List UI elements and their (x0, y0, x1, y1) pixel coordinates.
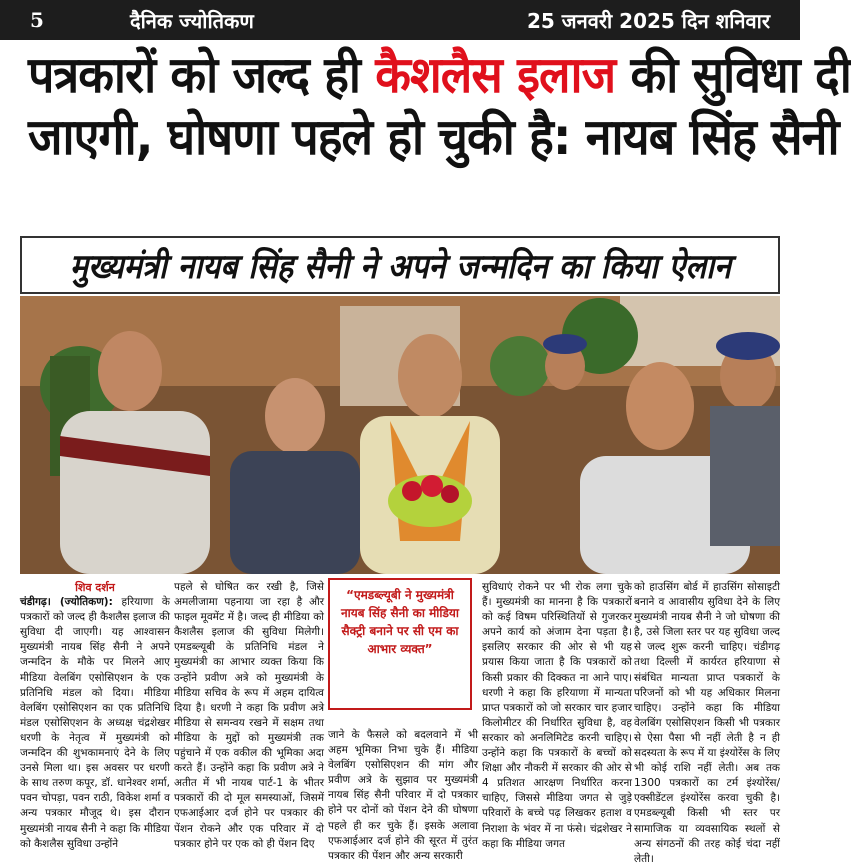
article-column-2 (174, 580, 324, 855)
group-photo-illustration (20, 296, 780, 574)
news-photo (20, 296, 780, 574)
headline-line-2: जाएगी, घोषणा पहले हो चुकी है: नायब सिंह सैनी (28, 108, 839, 166)
column-5-text: को हाउसिंग बोर्ड में हाउसिंग सोसाइटी बनाने व आवासीय सुविधा देने के लिए मुख्यमंत्री नायब सैनी ने जो घोषणा की है, उसे जिला स्तर पर यह सुविधा जल्द से जल्द शुरू करनी चाहिए। चंडीगढ़ तथा दिल्ली में कार्यरत हरियाणा से संबंधित मान्यता प्राप्त पत्रकारों के परिजनों को भी यह अधिकार मिलना चाहिए। उन्होंने कहा कि मीडिया वेलबिंग एसोसिएशन किसी भी पत्रकार से ऐसा पैसा भी नहीं लेती है न ही सदस्यता के रूप में या इंश्योरेंस के लिए भी कोई राशि नहीं लेती। अब तक 1300 पत्रकारों का टर्म इंश्योरेंस/एक्सीडेंटल इंश्योरेंस करवा चुकी है। एमडब्ल्यूबी किसी भी स्तर पर सामाजिक या व्यवसायिक स्थलों से अन्य संगठनों की तरह कोई चंदा नहीं लेती। (634, 581, 780, 865)
article-column-5 (634, 580, 780, 865)
page-number: 5 (30, 8, 44, 32)
masthead-bar (0, 0, 800, 40)
column-4-text: सुविधाएं रोकने पर भी रोक लगा चुके हैं। मुख्यमंत्री का मानना है कि पत्रकारों को कई विषम परिस्थितियों से गुजरकर अपने कार्य को अंजाम देना पड़ता है। इसलिए सरकार की ओर से भी यह प्रयास किया जाता है कि पत्रकारों को किसी प्रकार की दिक्कत ना आने पाए। धरणी ने कहा कि हरियाणा में मान्यता प्राप्त पत्रकारों को जो सरकार चार हजार किलोमीटर की निर्धारित सुविधा है, वह सरकार को अनलिमिटेड करनी चाहिए। उन्होंने कहा कि पत्रकारों के बच्चों को शिक्षा और नौकरी में सरकार की ओर से 4 प्रतिशत आरक्षण निर्धारित करना चाहिए, जिससे मीडिया जगत से जुड़े परिवारों के बच्चे पढ़ लिखकर हताश व निराशा के भंवर में ना फंसे। चंद्रशेखर ने कहा कि मीडिया जगत (482, 581, 632, 850)
headline-highlight: कैशलैस इलाज (375, 46, 616, 104)
headline (0, 44, 851, 168)
article-column-4 (482, 580, 632, 855)
paper-name: दैनिक ज्योतिकण (130, 8, 254, 33)
byline: शिव दर्शन (75, 581, 115, 594)
article-column-1 (20, 580, 170, 855)
subheadline-band (20, 236, 780, 294)
column-1-text: चंडीगढ़। (ज्योतिकण): हरियाणा के पत्रकारों को जल्द ही कैशलैस इलाज की सुविधा दी जाएगी। यह आश्वासन मुख्यमंत्री नायब सिंह सैनी ने अपने जन्मदिन के मौके पर मिलने आए मीडिया वेलबिंग एसोसिएशन के एक प्रतिनिधि मंडल को दिया। मीडिया वेलबिंग एसोसिएशन का एक प्रतिनिधि मंडल एसोसिएशन के अध्यक्ष चंद्रशेखर धरणी के नेतृत्व में मुख्यमंत्री को जन्मदिन की शुभकामनाएं देने के लिए उनसे मिला था। इस अवसर पर धरणी के साथ तरुण कपूर, डॉ. धानेश्वर शर्मा, पवन चोपड़ा, पवन राठी, विकेश शर्मा व अन्य पत्रकार मौजूद थे। इस दौरान मुख्यमंत्री नायब सैनी ने कहा कि मीडिया को कैशलैस सुविधा उन्होंने (20, 596, 171, 850)
column-3-text: जाने के फैसले को बदलवाने में भी अहम भूमिका निभा चुके हैं। मीडिया वेलबिंग एसोसिएशन की मांग और प्रवीण अत्रे के सुझाव पर मुख्यमंत्री नायब सिंह सैनी परिवार में दो पत्रकार होने पर दोनों को पेंशन देने की घोषणा पहले ही कर चुके हैं। इसके अलावा एफआईआर दर्ज होने की सूरत में तुरंत पत्रकार की पेंशन और अन्य सरकारी (328, 729, 478, 862)
article-column-3 (328, 728, 478, 862)
column-2-text: पहले से घोषित कर रखी है, जिसे अमलीजामा पहनाया जा रहा है और फाइल मूवमेंट में है। जल्द ही मीडिया को कैशलैस इलाज की सुविधा मिलेगी। एमडब्ल्यूबी के प्रतिनिधि मंडल ने मुख्यमंत्री का आभार व्यक्त किया कि उन्होंने प्रवीण अत्रे को मुख्यमंत्री के मीडिया सचिव के रूप में अहम दायित्व दिया है। धरणी ने कहा कि प्रवीण अत्रे मीडिया से समन्वय रखने में सक्षम तथा मीडिया के मुद्दों को मुख्यमंत्री तक पहुंचाने में एक वकील की भूमिका अदा करते हैं। उन्होंने कहा कि प्रवीण अत्रे ने अतीत में भी नायब पार्ट-1 के भीतर पत्रकारों की दो मूल समस्याओं, जिसमें एफआईआर दर्ज होने पर पत्रकार की पेंशन रोकने और एक परिवार में दो पत्रकार होने पर एक को ही पेंशन दिए (174, 581, 324, 850)
pull-quote: “एमडब्ल्यूबी ने मुख्यमंत्री नायब सिंह सैनी का मीडिया सैक्ट्री बनाने पर सी एम का आभार व्यक्त” (328, 578, 472, 710)
subheadline: मुख्यमंत्री नायब सिंह सैनी ने अपने जन्मदिन का किया ऐलान (69, 247, 731, 287)
issue-date: 25 जनवरी 2025 दिन शनिवार (526, 8, 770, 33)
headline-line-1: पत्रकारों को जल्द ही कैशलैस इलाज की सुविधा दी (28, 46, 851, 104)
